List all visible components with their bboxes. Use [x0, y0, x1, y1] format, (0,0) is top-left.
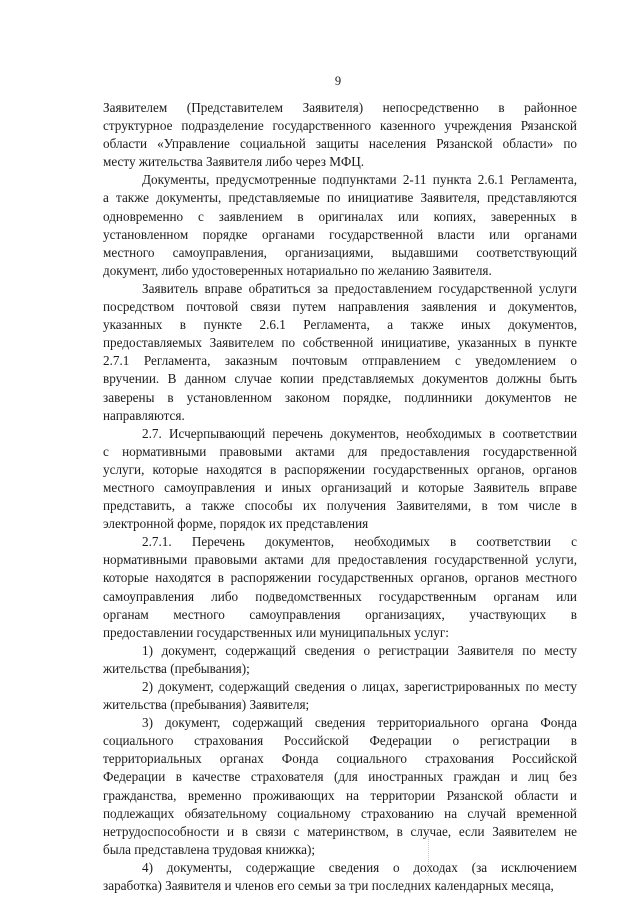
text-line: 4) документы, содержащие сведения о доходах (за исключением [142, 859, 577, 875]
scan-artifact [428, 836, 431, 876]
text-line: местного самоуправления, организациями, выдавшими соответствующий [103, 244, 577, 260]
text-line: гражданства, временно проживающих на территории Рязанской области и [103, 787, 577, 803]
text-line: с нормативными правовыми актами для предоставления государственной [103, 443, 577, 459]
text-line: одновременно с заявлением в оригиналах или копиях, заверенных в [103, 208, 577, 224]
text-line: 2.7. Исчерпывающий перечень документов, необходимых в соответствии [142, 425, 577, 441]
text-line: самоуправления либо подведомственных государственным органам или [103, 588, 577, 604]
text-line: а также документы, представляемые по инициативе Заявителя, представляются [103, 190, 577, 206]
text-line: нетрудоспособности и в связи с материнством, в случае, если Заявителем не [103, 823, 577, 839]
text-line: 2.7.1 Регламента, заказным почтовым отправлением с уведомлением о [103, 353, 577, 369]
text-line: документ, либо удостоверенных нотариально по желанию Заявителя. [103, 262, 492, 278]
text-line: заверены в установленном законом порядке, подлинники документов не [103, 389, 577, 405]
text-line: направляются. [103, 407, 185, 423]
text-line: жительства (пребывания) Заявителя; [103, 697, 310, 713]
text-line: местного самоуправления и иных организаций и которые Заявитель вправе [103, 479, 577, 495]
text-line: услуги, которые находятся в распоряжении государственных органов, органов [103, 461, 577, 477]
text-line: электронной форме, порядок их представления [103, 516, 369, 532]
text-line: структурное подразделение государственного казенного учреждения Рязанской [103, 118, 577, 134]
page-number: 9 [334, 74, 342, 88]
paragraph [103, 425, 577, 534]
paragraph [103, 99, 577, 171]
text-line: предоставлении государственных или муниципальных услуг: [103, 624, 449, 640]
text-line: 2.7.1. Перечень документов, необходимых в соответствии с [142, 534, 577, 550]
paragraph [103, 714, 577, 859]
text-line: 1) документ, содержащий сведения о регистрации Заявителя по месту [142, 642, 577, 658]
text-line: 3) документ, содержащий сведения территориального органа Фонда [142, 715, 577, 731]
text-line: Заявителем (Представителем Заявителя) непосредственно в районное [103, 100, 577, 115]
text-line: области «Управление социальной защиты населения Рязанской области» по [103, 136, 577, 152]
text-line: территориальных органах Фонда социального страхования Российской [103, 751, 577, 767]
paragraph [103, 859, 577, 895]
text-line: посредством почтовой связи путем направления заявления и документов, [103, 299, 577, 315]
text-line: предоставляемых Заявителем по собственной инициативе, указанных в пункте [103, 335, 577, 351]
text-line: социального страхования Российской Федерации о регистрации в [103, 733, 577, 749]
text-line: которые находятся в распоряжении государственных органов, органов местного [103, 570, 577, 586]
text-line: жительства (пребывания); [103, 660, 250, 676]
text-line: месту жительства Заявителя либо через МФЦ. [103, 154, 365, 170]
paragraph [103, 171, 577, 280]
paragraph [103, 280, 577, 425]
text-line: нормативными правовыми актами для предоставления государственной услуги, [103, 552, 577, 568]
paragraph [103, 678, 577, 714]
document-body [103, 99, 577, 895]
text-line: установленном порядке органами государственной власти или органами [103, 226, 577, 242]
text-line: представить, а также способы их получения Заявителями, в том числе в [103, 498, 577, 514]
text-line: Документы, предусмотренные подпунктами 2-11 пункта 2.6.1 Регламента, [142, 172, 577, 188]
text-line: Федерации в качестве страхователя (для иностранных граждан и лиц без [103, 769, 577, 785]
text-line: Заявитель вправе обратиться за предоставлением государственной услуги [142, 280, 577, 296]
text-line: вручении. В данном случае копии представляемых документов должны быть [103, 371, 577, 387]
paragraph [103, 533, 577, 642]
text-line: заработка) Заявителя и членов его семьи за три последних календарных месяца, [103, 878, 554, 894]
text-line: была представлена трудовая книжка); [103, 841, 316, 857]
text-line: подлежащих обязательному социальному страхованию на случай временной [103, 805, 577, 821]
text-line: органам местного самоуправления организациях, участвующих в [103, 606, 577, 622]
text-line: указанных в пункте 2.6.1 Регламента, а также иных документов, [103, 317, 577, 333]
paragraph [103, 642, 577, 678]
text-line: 2) документ, содержащий сведения о лицах, зарегистрированных по месту [142, 679, 577, 694]
